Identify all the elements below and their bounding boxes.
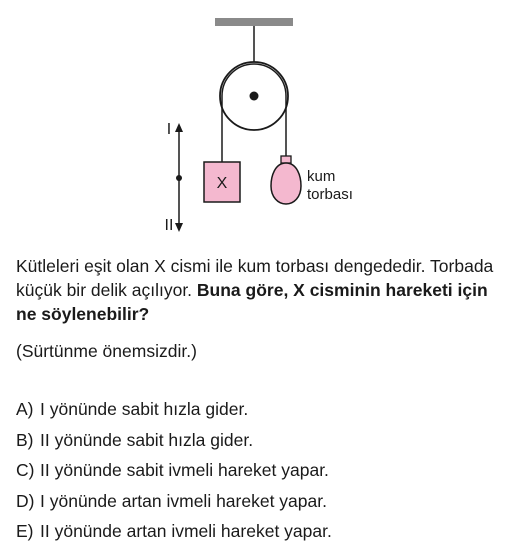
option-text: II yönünde artan ivmeli hareket yapar. — [40, 521, 332, 541]
option-letter: E) — [16, 521, 34, 541]
sand-bag — [271, 163, 301, 204]
option-e[interactable] — [16, 519, 332, 550]
question-plain: Kütleleri eşit olan X cismi ile kum torbası dengededir. Torbada küçük bir delik açılıyor. — [16, 256, 494, 300]
option-c[interactable] — [16, 458, 332, 489]
question-body — [16, 254, 512, 326]
sand-bag-label-line1: kum — [307, 168, 336, 185]
option-b[interactable] — [16, 428, 332, 459]
answer-options — [16, 397, 332, 550]
question-note: (Sürtünme önemsizdir.) — [16, 341, 197, 361]
arrow-down-icon — [175, 223, 183, 232]
direction-up-label: I — [166, 121, 172, 138]
pulley-axle — [250, 92, 259, 101]
option-text: I yönünde sabit hızla gider. — [40, 399, 249, 419]
option-letter: C) — [16, 460, 35, 480]
option-text: II yönünde sabit ivmeli hareket yapar. — [40, 460, 329, 480]
question-bold: Buna göre, X cisminin hareketi için ne söylenebilir? — [16, 280, 488, 324]
arrow-up-icon — [175, 123, 183, 132]
option-text: I yönünde artan ivmeli hareket yapar. — [40, 490, 327, 511]
option-letter: B) — [16, 429, 34, 450]
option-text: II yönünde sabit hızla gider. — [40, 429, 254, 450]
sand-bag-label-line2: torbası — [307, 186, 353, 203]
block-x-label: X — [216, 175, 228, 192]
option-letter: A) — [16, 399, 34, 419]
ceiling — [215, 18, 293, 26]
question-text — [16, 254, 512, 326]
sand-bag-neck — [281, 156, 291, 163]
option-a[interactable] — [16, 397, 332, 428]
option-d[interactable] — [16, 489, 332, 520]
option-letter: D) — [16, 490, 35, 511]
pulley-diagram — [0, 0, 520, 250]
direction-down-label: II — [164, 217, 174, 234]
direction-origin-dot — [176, 175, 182, 181]
